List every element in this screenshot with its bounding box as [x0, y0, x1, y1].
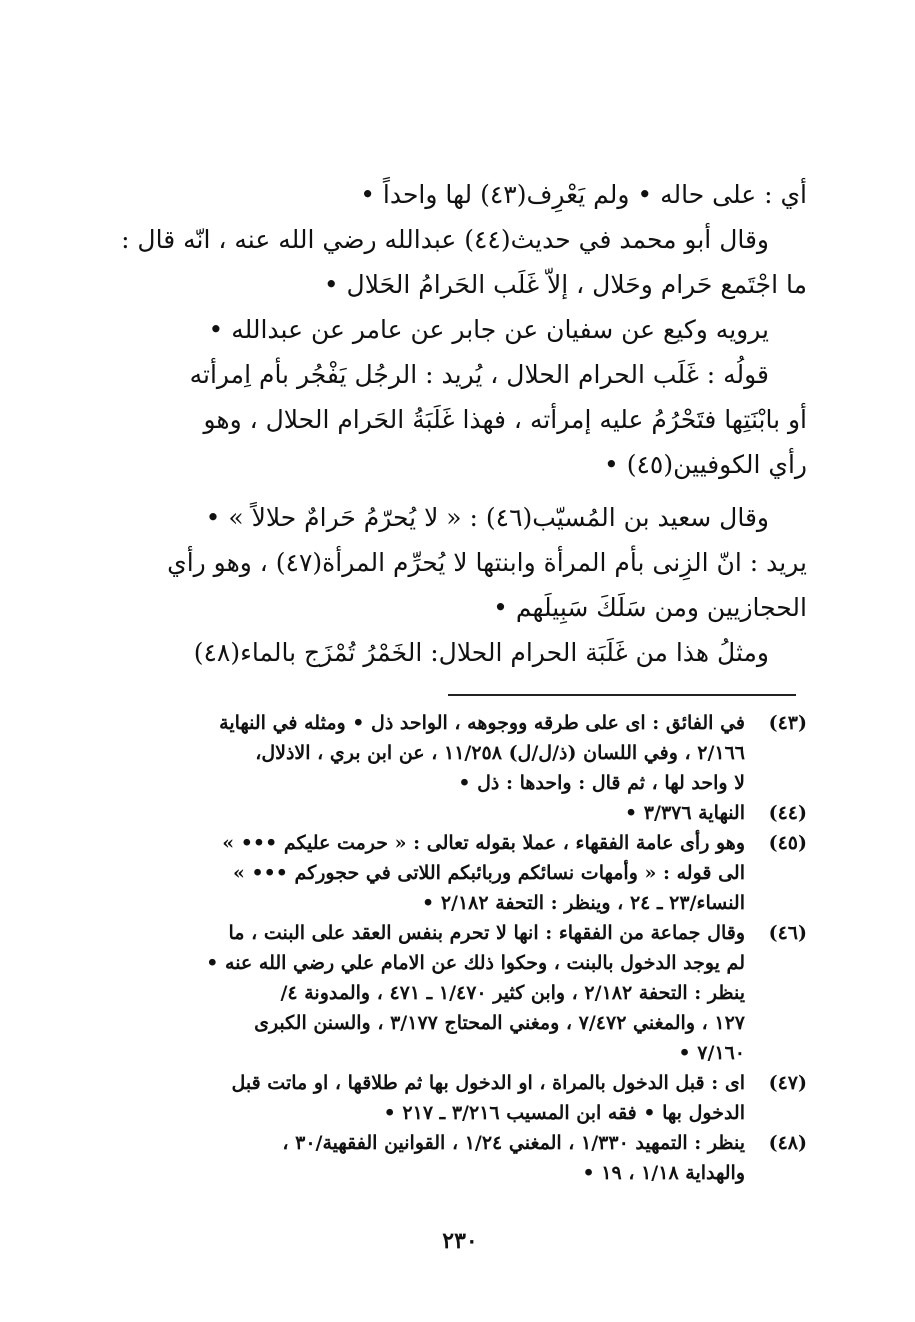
footnote-line: وهو رأى عامة الفقهاء ، عملا بقوله تعالى : « حرمت عليكم ••• »: [222, 832, 745, 854]
text-line: يرويه وكيع عن سفيان عن جابر عن عامر عن عبدالله •: [208, 315, 769, 344]
footnote-46: [102, 918, 807, 1068]
main-text: [107, 172, 807, 675]
text-line: وقال أبو محمد في حديث(٤٤) عبدالله رضي الله عنه ، انّه قال :: [121, 225, 769, 254]
footnotes: [102, 708, 807, 1188]
text-line: أو بابْنَتِها فتَحْرُمُ عليه إمرأته ، فهذا غَلَبَةُ الحَرام الحلال ، وهو: [203, 405, 807, 434]
text-line: أي : على حاله • ولم يَعْرِف(٤٣) لها واحداً •: [360, 180, 807, 209]
footnote-line: وقال جماعة من الفقهاء : انها لا تحرم بنفس العقد على البنت ، ما: [228, 922, 745, 944]
footnote-line: النساء/٢٣ ـ ٢٤ ، وينظر : التحفة ٢/١٨٢ •: [422, 892, 745, 914]
footnote-line: ٢/١٦٦ ، وفي اللسان (ذ/ل/ل) ١١/٢٥٨ ، عن ابن بري ، الاذلال،: [255, 742, 745, 764]
footnote-line: ينظر : التمهيد ١/٣٣٠ ، المغني ١/٢٤ ، القوانين الفقهية/٣٠ ،: [282, 1132, 745, 1154]
footnote-line: لا واحد لها ، ثم قال : واحدها : ذل •: [458, 772, 745, 794]
footnote-line: ينظر : التحفة ٢/١٨٢ ، وابن كثير ١/٤٧٠ ـ ٤٧١ ، والمدونة ٤/: [280, 982, 745, 1004]
footnote-44: [102, 798, 807, 828]
footnote-47: [102, 1068, 807, 1128]
text-line: قولُه : غَلَب الحرام الحلال ، يُريد : الرجُل يَفْجُر بأم اِمرأته: [189, 360, 769, 389]
text-line: ما اجْتَمع حَرام وحَلال ، إلاّ غَلَب الحَرامُ الحَلال •: [323, 270, 807, 299]
footnote-line: والهداية ١/١٨ ، ١٩ •: [582, 1162, 745, 1184]
footnote-number: (٤٧): [768, 1072, 807, 1094]
footnote-number: (٤٥): [768, 832, 807, 854]
footnote-line: ١٢٧ ، والمغني ٧/٤٧٢ ، ومغني المحتاج ٣/١٧٧ ، والسنن الكبرى: [254, 1012, 745, 1034]
footnote-number: (٤٨): [768, 1132, 807, 1154]
footnote-line: في الفائق : اى على طرقه ووجوهه ، الواحد ذل • ومثله في النهاية: [219, 712, 745, 734]
text-line: يريد : انّ الزِنى بأم المرأة وابنتها لا يُحرِّم المرأة(٤٧) ، وهو رأي: [167, 548, 807, 577]
footnote-line: النهاية ٣/٣٧٦ •: [625, 802, 745, 824]
text-line: الحجازيين ومن سَلَكَ سَبِيلَهم •: [493, 593, 807, 622]
footnote-43: [102, 708, 807, 798]
page-number: ٢٣٠: [442, 1228, 478, 1254]
footnote-line: اى : قبل الدخول بالمراة ، او الدخول بها ثم طلاقها ، او ماتت قبل: [231, 1072, 745, 1094]
footnote-number: (٤٣): [768, 712, 807, 734]
text-line: وقال سعيد بن المُسيّب(٤٦) : « لا يُحرّمُ حَرامٌ حلالاً » •: [205, 503, 769, 532]
footnote-line: لم يوجد الدخول بالبنت ، وحكوا ذلك عن الامام علي رضي الله عنه •: [206, 952, 745, 974]
footnote-divider: [448, 694, 796, 696]
footnote-line: الى قوله : « وأمهات نسائكم وربائبكم اللاتى في حجوركم ••• »: [233, 862, 745, 884]
text-line: رأي الكوفيين(٤٥) •: [604, 450, 807, 479]
text-line: ومثلُ هذا من غَلَبَة الحرام الحلال: الخَمْرُ تُمْزَج بالماء(٤٨): [193, 638, 769, 667]
footnote-line: الدخول بها • فقه ابن المسيب ٣/٢١٦ ـ ٢١٧ •: [383, 1102, 745, 1124]
footnote-number: (٤٤): [768, 802, 807, 824]
footnote-45: [102, 828, 807, 918]
footnote-number: (٤٦): [768, 922, 807, 944]
footnote-48: [102, 1128, 807, 1188]
footnote-line: ٧/١٦٠ •: [678, 1042, 745, 1064]
